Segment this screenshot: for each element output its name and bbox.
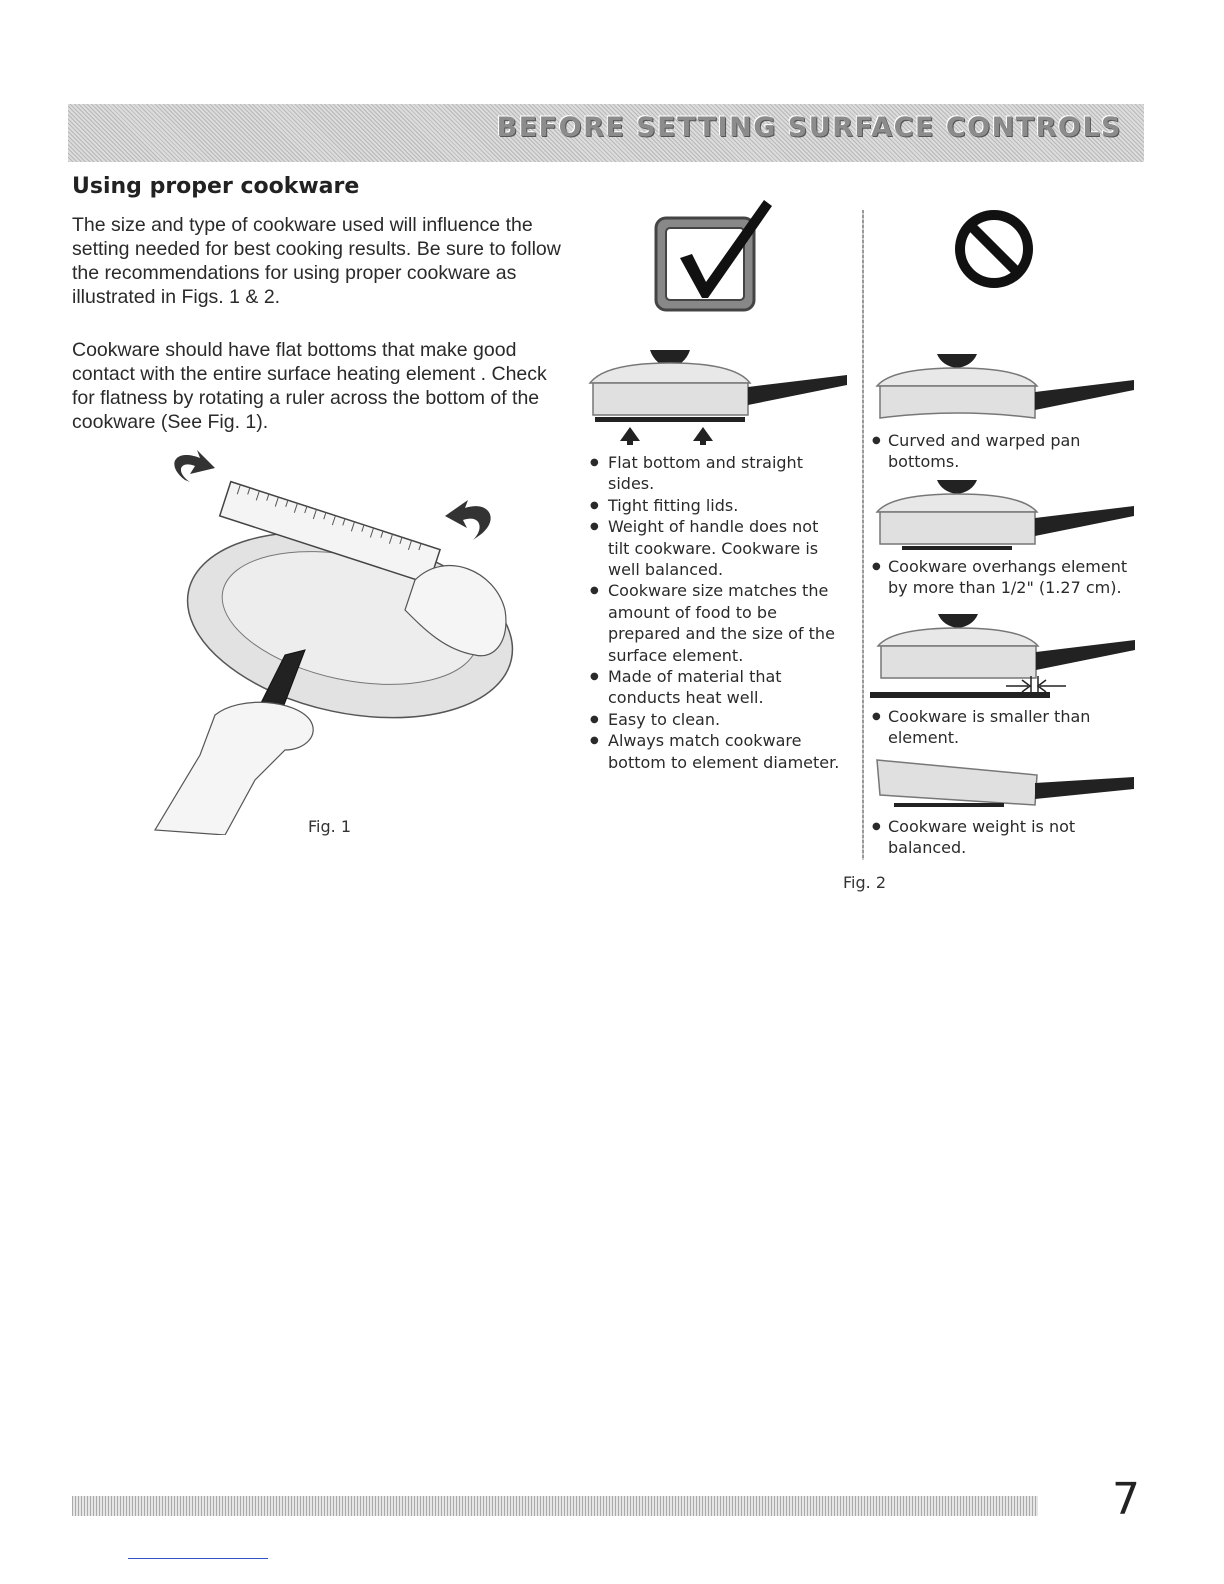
bad-item-warped <box>870 430 1140 473</box>
figure-divider <box>862 210 864 860</box>
list-item: ● Cookware is smaller than element. <box>870 706 1140 749</box>
overhang-pan-illustration <box>872 478 1142 556</box>
good-pan-illustration <box>585 345 855 445</box>
small-pan-illustration <box>868 610 1143 705</box>
list-item: ● Curved and warped pan bottoms. <box>870 430 1140 473</box>
list-item: ● Easy to clean. <box>588 709 843 730</box>
banner-title: BEFORE SETTING SURFACE CONTROLS <box>496 112 1122 143</box>
list-item: ● Tight fitting lids. <box>588 495 843 516</box>
warped-pan-illustration <box>872 352 1142 432</box>
list-item: ● Weight of handle does not tilt cookware. Cookware is well balanced. <box>588 516 843 580</box>
bad-item-overhang <box>870 556 1140 599</box>
prohibited-icon <box>953 208 1035 290</box>
fig1-label: Fig. 1 <box>308 817 351 836</box>
flatness-paragraph: Cookware should have flat bottoms that make good contact with the entire surface heating element . Check for flatness by rotating a ruler across the bottom of the cookware (See Fig. 1). <box>72 339 547 433</box>
list-item: ● Cookware size matches the amount of food to be prepared and the size of the surface element. <box>588 580 843 666</box>
section-title: Using proper cookware <box>72 174 360 199</box>
hand-lower <box>155 702 313 835</box>
section-banner <box>68 104 1144 162</box>
list-item: ● Flat bottom and straight sides. <box>588 452 843 495</box>
good-cookware-list <box>588 452 843 773</box>
page-number: 7 <box>1112 1474 1140 1525</box>
intro-paragraph: The size and type of cookware used will influence the setting needed for best cooking results. Be sure to follow the recommendations for using proper cookware as illustrated in Figs. 1 & 2. <box>72 214 561 308</box>
footer-link-line <box>128 1558 268 1559</box>
checkmark-icon <box>652 196 777 316</box>
list-item: ● Cookware weight is not balanced. <box>870 816 1140 859</box>
list-item: ● Always match cookware bottom to element diameter. <box>588 730 843 773</box>
footer-bar <box>72 1496 1038 1516</box>
list-item: ● Made of material that conducts heat well. <box>588 666 843 709</box>
fig2-label: Fig. 2 <box>843 873 886 892</box>
bad-item-unbalanced <box>870 816 1140 859</box>
unbalanced-pan-illustration <box>872 755 1142 815</box>
rotate-arrow-left-icon <box>174 450 215 482</box>
bad-item-smaller <box>870 706 1140 749</box>
fig1-illustration <box>145 450 525 835</box>
rotate-arrow-right-icon <box>445 500 491 540</box>
list-item: ● Cookware overhangs element by more than 1/2" (1.27 cm). <box>870 556 1140 599</box>
